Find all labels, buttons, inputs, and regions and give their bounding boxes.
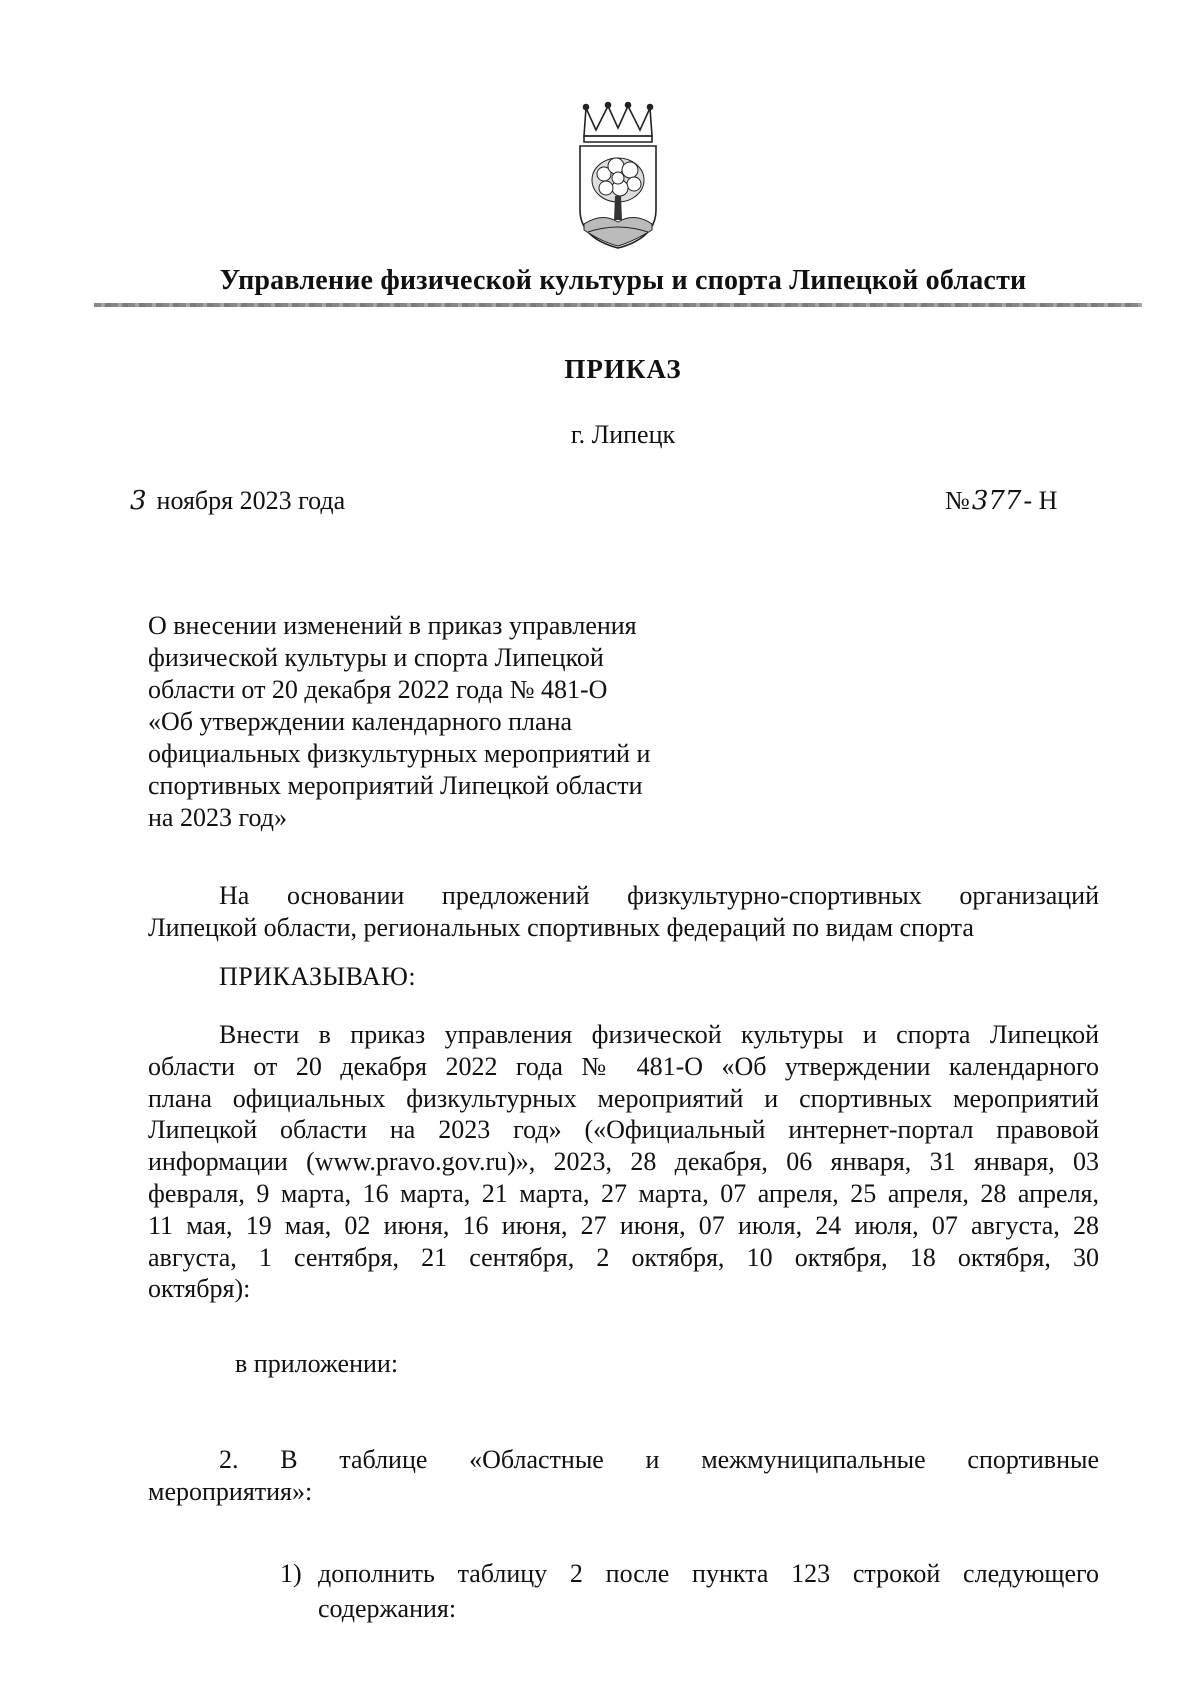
paragraph-line: 11 мая, 19 мая, 02 июня, 16 июня, 27 июня, 07 июля, 24 июля, 07 августа, 28 (148, 1210, 1099, 1240)
basis-paragraph (148, 880, 1099, 944)
in-appendix-label: в приложении: (235, 1349, 399, 1378)
subitem-row (280, 1556, 1099, 1626)
subject-line: физической культуры и спорта Липецкой (148, 643, 604, 672)
document-type: ПРИКАЗ (564, 354, 682, 384)
number-sign: № (945, 486, 970, 515)
main-paragraph (148, 1019, 1099, 1305)
item-2-paragraph (148, 1444, 1099, 1508)
subject-line: на 2023 год» (148, 803, 287, 832)
paragraph-line: дополнить таблицу 2 после пункта 123 строкой следующего (318, 1559, 1099, 1588)
paragraph-line: Внести в приказ управления физической культуры и спорта Липецкой (219, 1020, 1099, 1049)
number-suffix: - Н (1023, 486, 1058, 515)
number-handwritten: 377 (971, 486, 1022, 516)
subitem-number: 1) (280, 1559, 302, 1588)
subject-line: спортивных мероприятий Липецкой области (148, 771, 643, 800)
paragraph-line: области от 20 декабря 2022 года № 481-О «Об утверждении календарного (148, 1051, 1099, 1081)
paragraph-line: На основании предложений физкультурно-спортивных организаций (219, 881, 1099, 910)
paragraph-line: мероприятия»: (148, 1476, 313, 1506)
order-word: ПРИКАЗЫВАЮ: (219, 962, 417, 991)
paragraph-line: февраля, 9 марта, 16 марта, 21 марта, 27 марта, 07 апреля, 25 апреля, 28 апреля, (148, 1178, 1099, 1208)
paragraph-line: плана официальных физкультурных мероприятий и спортивных мероприятий (148, 1083, 1099, 1113)
subitem-text (318, 1556, 1099, 1626)
paragraph-line: Липецкой области, региональных спортивных федераций по видам спорта (148, 912, 974, 942)
paragraph-line: Липецкой области на 2023 год» («Официальный интернет-портал правовой (148, 1115, 1099, 1145)
document-subject (148, 610, 708, 834)
subject-line: области от 20 декабря 2022 года № 481-О (148, 675, 608, 704)
header-divider (94, 303, 1142, 307)
subject-line: «Об утверждении календарного плана (148, 707, 573, 736)
paragraph-line: информации (www.pravo.gov.ru)», 2023, 28 декабря, 06 января, 31 января, 03 (148, 1147, 1099, 1177)
date-day-handwritten: 3 (130, 486, 147, 516)
document-date (130, 486, 345, 516)
paragraph-line: октября): (148, 1274, 251, 1304)
coat-of-arms-emblem (572, 100, 664, 250)
document-city: г. Липецк (570, 420, 676, 449)
subject-line: официальных физкультурных мероприятий и (148, 739, 651, 768)
document-number (945, 486, 1057, 516)
organization-name: Управление физической культуры и спорта Липецкой области (219, 265, 1027, 296)
paragraph-line: 2. В таблице «Областные и межмуниципальные спортивные (219, 1445, 1099, 1474)
subitem-1-paragraph (280, 1556, 1099, 1626)
date-month-year: ноября 2023 года (156, 486, 346, 515)
subject-line: О внесении изменений в приказ управления (148, 611, 637, 640)
paragraph-line: содержания: (318, 1594, 457, 1623)
paragraph-line: августа, 1 сентября, 21 сентября, 2 октября, 10 октября, 18 октября, 30 (148, 1242, 1099, 1272)
